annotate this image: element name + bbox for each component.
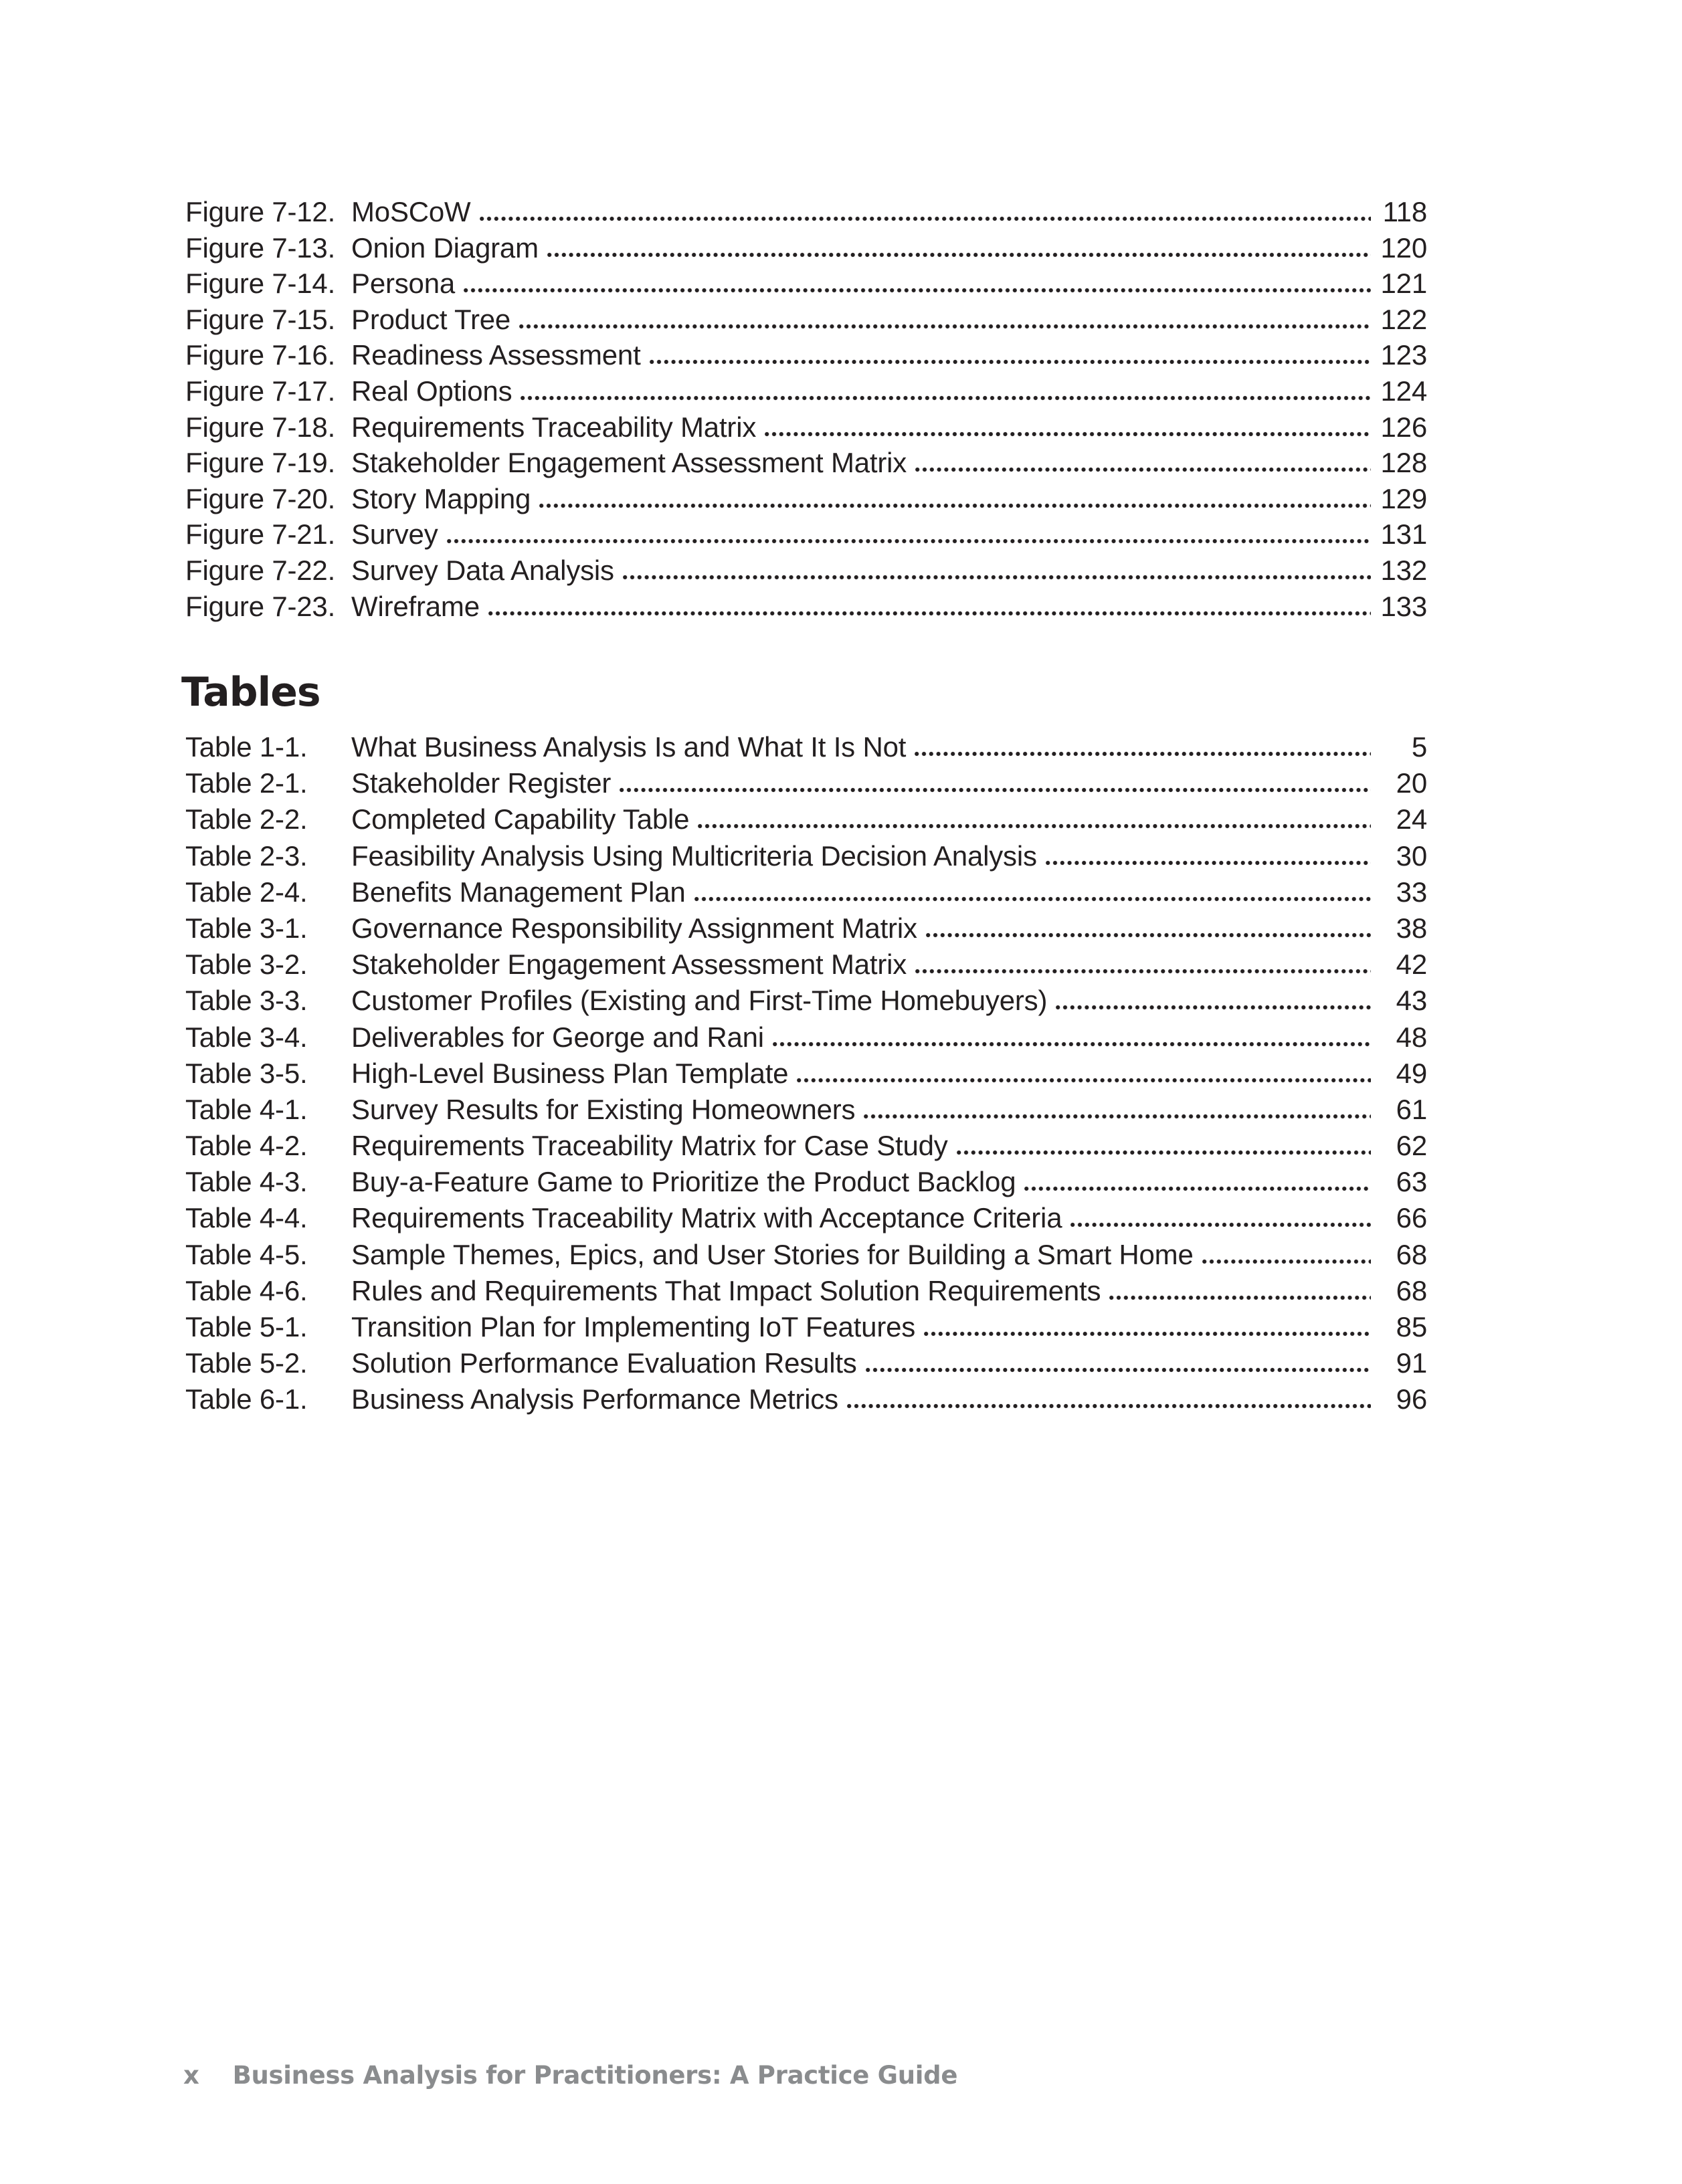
table-entry-label: Table 3-4. bbox=[185, 1021, 308, 1053]
figure-toc-row bbox=[185, 373, 1427, 409]
figure-entry-page-number: 123 bbox=[1380, 339, 1427, 371]
table-entry-page-number: 48 bbox=[1396, 1021, 1427, 1053]
figure-toc-row bbox=[185, 553, 1427, 589]
dot-leader bbox=[1056, 1005, 1371, 1010]
table-entry-label: Table 1-1. bbox=[185, 731, 308, 763]
table-entry-title: High-Level Business Plan Template bbox=[351, 1057, 789, 1089]
figure-entry-page-number: 128 bbox=[1380, 447, 1427, 479]
table-entry-label: Table 2-4. bbox=[185, 876, 308, 908]
figure-entry-page-number: 121 bbox=[1380, 268, 1427, 300]
table-entry-page-number: 62 bbox=[1396, 1130, 1427, 1162]
figure-entry-title: Wireframe bbox=[351, 590, 480, 622]
dot-leader bbox=[464, 288, 1371, 293]
table-toc-row bbox=[185, 1345, 1427, 1381]
table-toc-row bbox=[185, 947, 1427, 983]
figure-entry-label: Figure 7-16. bbox=[185, 339, 336, 371]
tables-section-heading: Tables bbox=[181, 669, 320, 716]
dot-leader bbox=[847, 1403, 1371, 1409]
table-entry-page-number: 30 bbox=[1396, 839, 1427, 872]
figure-entry-title: Survey bbox=[351, 518, 438, 551]
figure-entry-page-number: 120 bbox=[1380, 231, 1427, 264]
folio-page-number: x bbox=[183, 2061, 199, 2090]
figure-toc-row bbox=[185, 409, 1427, 445]
figure-toc-row bbox=[185, 516, 1427, 553]
table-entry-title: Governance Responsibility Assignment Matrix bbox=[351, 912, 917, 944]
table-entry-page-number: 66 bbox=[1396, 1202, 1427, 1234]
figure-toc-row bbox=[185, 481, 1427, 517]
figure-entry-label: Figure 7-18. bbox=[185, 411, 336, 443]
table-entry-label: Table 4-5. bbox=[185, 1238, 308, 1270]
dot-leader bbox=[1109, 1295, 1371, 1300]
table-entry-label: Table 4-4. bbox=[185, 1202, 308, 1234]
figure-entry-title: Stakeholder Engagement Assessment Matrix bbox=[351, 447, 907, 479]
table-entry-label: Table 2-2. bbox=[185, 803, 308, 835]
table-toc-row bbox=[185, 1056, 1427, 1092]
dot-leader bbox=[447, 538, 1371, 544]
table-toc-row bbox=[185, 1381, 1427, 1417]
dot-leader bbox=[480, 216, 1372, 221]
figure-entry-title: Product Tree bbox=[351, 303, 511, 335]
figure-entry-label: Figure 7-14. bbox=[185, 268, 336, 300]
table-toc-row bbox=[185, 1164, 1427, 1200]
dot-leader bbox=[926, 932, 1371, 938]
table-toc-row bbox=[185, 910, 1427, 947]
dot-leader bbox=[650, 359, 1371, 365]
figure-entry-title: Persona bbox=[351, 268, 456, 300]
dot-leader bbox=[694, 896, 1371, 902]
dot-leader bbox=[539, 503, 1371, 508]
table-entry-page-number: 42 bbox=[1396, 949, 1427, 981]
dot-leader bbox=[1024, 1186, 1371, 1191]
figure-toc-row bbox=[185, 302, 1427, 338]
figure-entry-page-number: 129 bbox=[1380, 482, 1427, 514]
dot-leader bbox=[547, 252, 1371, 258]
table-entry-label: Table 3-1. bbox=[185, 912, 308, 944]
dot-leader bbox=[1070, 1222, 1371, 1227]
table-entry-title: Completed Capability Table bbox=[351, 803, 690, 835]
table-entry-page-number: 43 bbox=[1396, 985, 1427, 1017]
table-entry-page-number: 5 bbox=[1411, 731, 1427, 763]
dot-leader bbox=[1202, 1259, 1371, 1264]
dot-leader bbox=[924, 1331, 1371, 1336]
dot-leader bbox=[915, 969, 1371, 974]
figure-entry-page-number: 133 bbox=[1380, 590, 1427, 622]
table-toc-row bbox=[185, 801, 1427, 837]
table-entry-title: Transition Plan for Implementing IoT Features bbox=[351, 1311, 916, 1343]
table-toc-row bbox=[185, 765, 1427, 801]
table-entry-page-number: 33 bbox=[1396, 876, 1427, 908]
page-footer bbox=[183, 2061, 957, 2090]
table-entry-page-number: 96 bbox=[1396, 1383, 1427, 1415]
table-toc-row bbox=[185, 1128, 1427, 1164]
table-entry-title: Feasibility Analysis Using Multicriteria Decision Analysis bbox=[351, 839, 1037, 872]
tables-list bbox=[185, 729, 1427, 1418]
figure-entry-title: Readiness Assessment bbox=[351, 339, 641, 371]
table-entry-label: Table 4-1. bbox=[185, 1093, 308, 1125]
figure-entry-title: Story Mapping bbox=[351, 482, 531, 514]
table-toc-row bbox=[185, 1273, 1427, 1309]
figure-toc-row bbox=[185, 337, 1427, 373]
table-toc-row bbox=[185, 1019, 1427, 1056]
table-toc-row bbox=[185, 1200, 1427, 1236]
dot-leader bbox=[915, 751, 1371, 757]
table-entry-label: Table 4-2. bbox=[185, 1130, 308, 1162]
table-entry-label: Table 3-5. bbox=[185, 1057, 308, 1089]
dot-leader bbox=[915, 467, 1371, 472]
figure-entry-label: Figure 7-21. bbox=[185, 518, 336, 551]
dot-leader bbox=[620, 787, 1371, 793]
table-entry-label: Table 4-6. bbox=[185, 1274, 308, 1306]
figure-entry-page-number: 122 bbox=[1380, 303, 1427, 335]
table-entry-label: Table 6-1. bbox=[185, 1383, 308, 1415]
table-entry-title: Sample Themes, Epics, and User Stories for Building a Smart Home bbox=[351, 1238, 1194, 1270]
table-entry-title: Benefits Management Plan bbox=[351, 876, 686, 908]
figure-entry-label: Figure 7-19. bbox=[185, 447, 336, 479]
table-entry-label: Table 5-2. bbox=[185, 1347, 308, 1379]
table-entry-title: Rules and Requirements That Impact Solution Requirements bbox=[351, 1274, 1101, 1306]
figure-entry-label: Figure 7-22. bbox=[185, 554, 336, 586]
dot-leader bbox=[519, 324, 1371, 329]
table-entry-title: Requirements Traceability Matrix with Acceptance Criteria bbox=[351, 1202, 1062, 1234]
figure-entry-label: Figure 7-12. bbox=[185, 196, 336, 227]
figure-entry-label: Figure 7-20. bbox=[185, 482, 336, 514]
figure-entry-title: Real Options bbox=[351, 375, 512, 407]
figures-list bbox=[185, 194, 1427, 624]
table-toc-row bbox=[185, 1092, 1427, 1128]
figure-entry-label: Figure 7-17. bbox=[185, 375, 336, 407]
figure-entry-page-number: 132 bbox=[1380, 554, 1427, 586]
table-entry-page-number: 20 bbox=[1396, 767, 1427, 799]
table-entry-page-number: 68 bbox=[1396, 1238, 1427, 1270]
dot-leader bbox=[698, 823, 1371, 829]
figure-entry-title: Requirements Traceability Matrix bbox=[351, 411, 757, 443]
figure-toc-row bbox=[185, 230, 1427, 266]
table-entry-title: What Business Analysis Is and What It Is Not bbox=[351, 731, 907, 763]
table-entry-title: Stakeholder Register bbox=[351, 767, 612, 799]
figure-entry-label: Figure 7-23. bbox=[185, 590, 336, 622]
table-entry-title: Stakeholder Engagement Assessment Matrix bbox=[351, 949, 907, 981]
dot-leader bbox=[1046, 860, 1371, 866]
figure-entry-page-number: 118 bbox=[1382, 196, 1427, 227]
figure-toc-row bbox=[185, 194, 1427, 230]
figure-entry-page-number: 131 bbox=[1380, 518, 1427, 551]
book-title: Business Analysis for Practitioners: A Practice Guide bbox=[232, 2061, 958, 2090]
dot-leader bbox=[521, 395, 1371, 401]
dot-leader bbox=[866, 1367, 1371, 1373]
table-entry-page-number: 68 bbox=[1396, 1274, 1427, 1306]
table-entry-page-number: 49 bbox=[1396, 1057, 1427, 1089]
table-entry-page-number: 85 bbox=[1396, 1311, 1427, 1343]
table-entry-page-number: 24 bbox=[1396, 803, 1427, 835]
table-entry-title: Deliverables for George and Rani bbox=[351, 1021, 764, 1053]
dot-leader bbox=[488, 611, 1371, 616]
figure-entry-title: MoSCoW bbox=[351, 196, 471, 227]
figure-toc-row bbox=[185, 589, 1427, 625]
table-entry-label: Table 2-1. bbox=[185, 767, 308, 799]
figure-entry-title: Onion Diagram bbox=[351, 231, 539, 264]
table-entry-page-number: 61 bbox=[1396, 1093, 1427, 1125]
table-entry-label: Table 4-3. bbox=[185, 1166, 308, 1198]
table-entry-label: Table 3-3. bbox=[185, 985, 308, 1017]
dot-leader bbox=[957, 1150, 1371, 1155]
figure-entry-title: Survey Data Analysis bbox=[351, 554, 614, 586]
table-entry-title: Buy-a-Feature Game to Prioritize the Product Backlog bbox=[351, 1166, 1016, 1198]
table-entry-title: Customer Profiles (Existing and First-Time Homebuyers) bbox=[351, 985, 1048, 1017]
dot-leader bbox=[864, 1114, 1371, 1119]
figure-entry-page-number: 124 bbox=[1380, 375, 1427, 407]
dot-leader bbox=[623, 575, 1371, 580]
table-entry-page-number: 38 bbox=[1396, 912, 1427, 944]
table-entry-page-number: 63 bbox=[1396, 1166, 1427, 1198]
table-toc-row bbox=[185, 1309, 1427, 1345]
table-toc-row bbox=[185, 983, 1427, 1019]
table-toc-row bbox=[185, 729, 1427, 765]
dot-leader bbox=[765, 431, 1371, 437]
table-entry-label: Table 3-2. bbox=[185, 949, 308, 981]
dot-leader bbox=[773, 1041, 1371, 1047]
figure-entry-label: Figure 7-15. bbox=[185, 303, 336, 335]
table-entry-title: Requirements Traceability Matrix for Case Study bbox=[351, 1130, 948, 1162]
table-entry-page-number: 91 bbox=[1396, 1347, 1427, 1379]
figure-entry-page-number: 126 bbox=[1380, 411, 1427, 443]
figure-entry-label: Figure 7-13. bbox=[185, 231, 336, 264]
table-toc-row bbox=[185, 838, 1427, 874]
figure-toc-row bbox=[185, 266, 1427, 302]
table-entry-label: Table 5-1. bbox=[185, 1311, 308, 1343]
dot-leader bbox=[797, 1078, 1371, 1083]
table-entry-title: Business Analysis Performance Metrics bbox=[351, 1383, 838, 1415]
table-toc-row bbox=[185, 874, 1427, 910]
table-entry-title: Solution Performance Evaluation Results bbox=[351, 1347, 857, 1379]
figure-toc-row bbox=[185, 445, 1427, 481]
table-entry-title: Survey Results for Existing Homeowners bbox=[351, 1093, 856, 1125]
table-entry-label: Table 2-3. bbox=[185, 839, 308, 872]
table-toc-row bbox=[185, 1237, 1427, 1273]
